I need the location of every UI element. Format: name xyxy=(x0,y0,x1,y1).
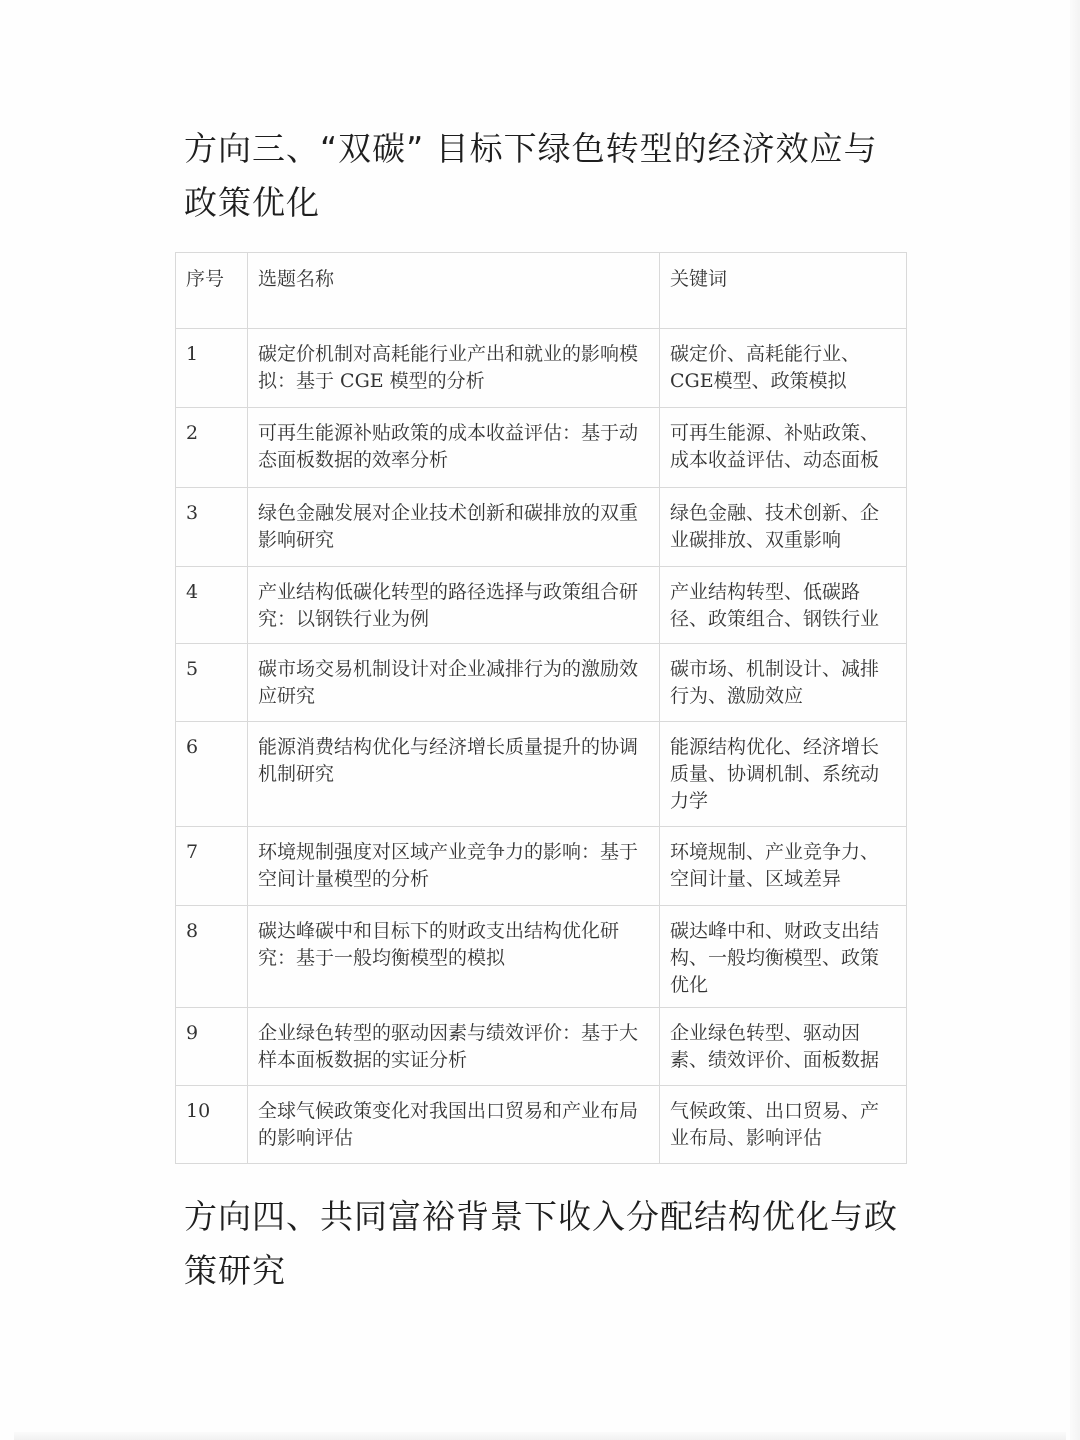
header-topic-title: 选题名称 xyxy=(248,253,660,329)
row-keywords: 企业绿色转型、驱动因素、绩效评价、面板数据 xyxy=(660,1008,907,1086)
page-edge-shadow xyxy=(1070,0,1080,1440)
table-row xyxy=(176,827,907,906)
row-keywords: 碳达峰中和、财政支出结构、一般均衡模型、政策优化 xyxy=(660,906,907,1008)
row-number: 3 xyxy=(176,488,248,567)
row-number: 5 xyxy=(176,644,248,722)
section-heading-direction-4: 方向四、共同富裕背景下收入分配结构优化与政策研究 xyxy=(184,1197,898,1290)
header-number: 序号 xyxy=(176,253,248,329)
table-header-row xyxy=(176,253,907,329)
row-number: 8 xyxy=(176,906,248,1008)
row-number: 2 xyxy=(176,408,248,488)
row-keywords: 环境规制、产业竞争力、空间计量、区域差异 xyxy=(660,827,907,906)
topics-table xyxy=(175,252,907,1164)
table-row xyxy=(176,567,907,644)
page-bottom-shadow xyxy=(14,1432,1066,1440)
row-keywords: 碳定价、高耗能行业、CGE模型、政策模拟 xyxy=(660,329,907,408)
table-row xyxy=(176,722,907,827)
row-keywords: 碳市场、机制设计、减排行为、激励效应 xyxy=(660,644,907,722)
table-row xyxy=(176,1086,907,1164)
row-topic-title: 碳市场交易机制设计对企业减排行为的激励效应研究 xyxy=(248,644,660,722)
row-topic-title: 能源消费结构优化与经济增长质量提升的协调机制研究 xyxy=(248,722,660,827)
row-keywords: 能源结构优化、经济增长质量、协调机制、系统动力学 xyxy=(660,722,907,827)
table-row xyxy=(176,644,907,722)
table-row xyxy=(176,408,907,488)
row-number: 7 xyxy=(176,827,248,906)
row-keywords: 可再生能源、补贴政策、成本收益评估、动态面板 xyxy=(660,408,907,488)
table-row xyxy=(176,1008,907,1086)
row-keywords: 绿色金融、技术创新、企业碳排放、双重影响 xyxy=(660,488,907,567)
row-topic-title: 碳定价机制对高耗能行业产出和就业的影响模拟：基于 CGE 模型的分析 xyxy=(248,329,660,408)
row-number: 9 xyxy=(176,1008,248,1086)
row-topic-title: 环境规制强度对区域产业竞争力的影响：基于空间计量模型的分析 xyxy=(248,827,660,906)
row-topic-title: 绿色金融发展对企业技术创新和碳排放的双重影响研究 xyxy=(248,488,660,567)
header-keywords: 关键词 xyxy=(660,253,907,329)
row-number: 1 xyxy=(176,329,248,408)
section-heading-direction-3: 方向三、“双碳” 目标下绿色转型的经济效应与政策优化 xyxy=(184,129,878,222)
row-topic-title: 碳达峰碳中和目标下的财政支出结构优化研究：基于一般均衡模型的模拟 xyxy=(248,906,660,1008)
row-topic-title: 企业绿色转型的驱动因素与绩效评价：基于大样本面板数据的实证分析 xyxy=(248,1008,660,1086)
row-topic-title: 产业结构低碳化转型的路径选择与政策组合研究：以钢铁行业为例 xyxy=(248,567,660,644)
row-keywords: 气候政策、出口贸易、产业布局、影响评估 xyxy=(660,1086,907,1164)
table-row xyxy=(176,488,907,567)
row-number: 4 xyxy=(176,567,248,644)
row-number: 10 xyxy=(176,1086,248,1164)
row-number: 6 xyxy=(176,722,248,827)
table-row xyxy=(176,906,907,1008)
table-row xyxy=(176,329,907,408)
row-keywords: 产业结构转型、低碳路径、政策组合、钢铁行业 xyxy=(660,567,907,644)
row-topic-title: 可再生能源补贴政策的成本收益评估：基于动态面板数据的效率分析 xyxy=(248,408,660,488)
row-topic-title: 全球气候政策变化对我国出口贸易和产业布局的影响评估 xyxy=(248,1086,660,1164)
